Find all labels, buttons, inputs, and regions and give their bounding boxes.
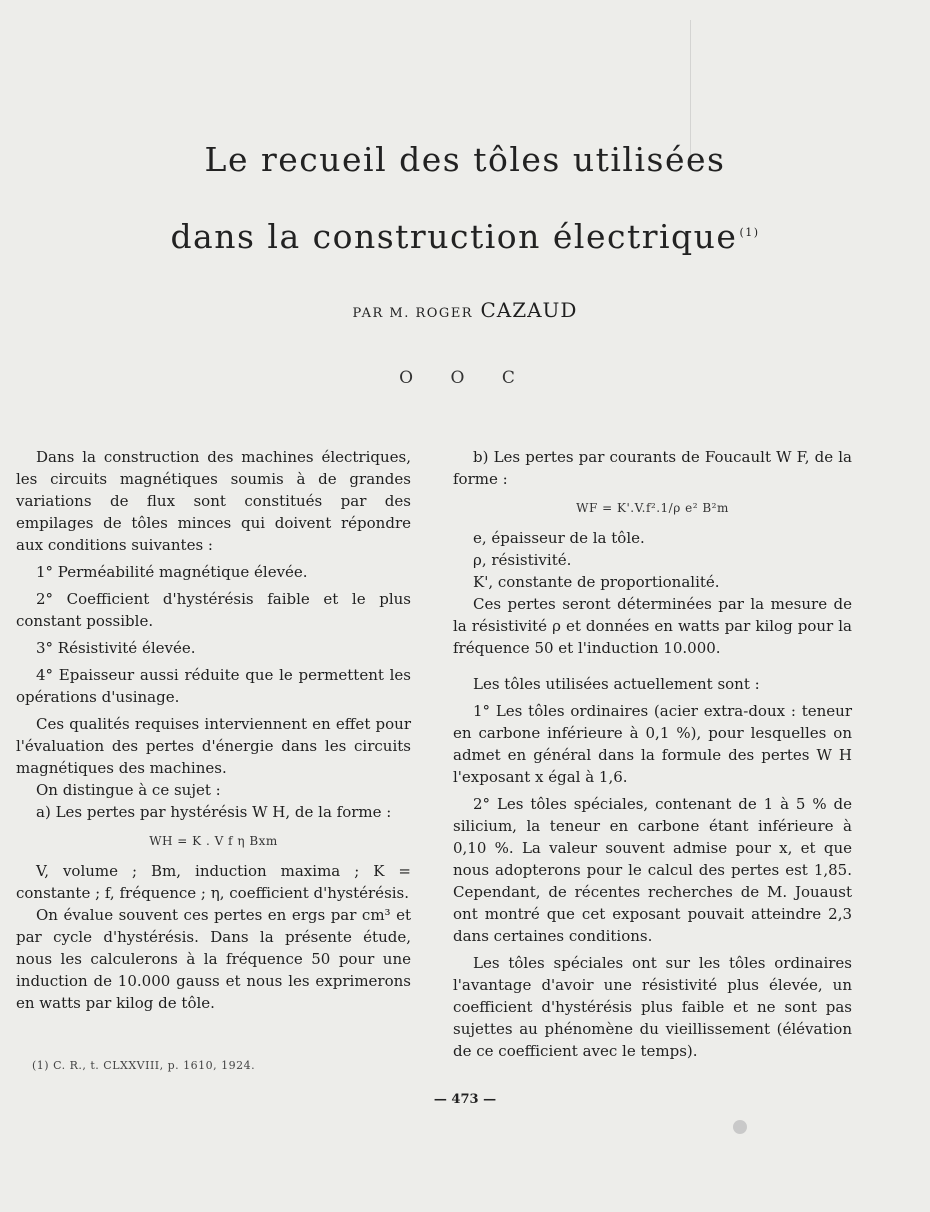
definition-item: e, épaisseur de la tôle.	[473, 529, 645, 547]
list-item: 1° Perméabilité magnétique élevée.	[36, 563, 308, 581]
paragraph: Les tôles spéciales ont sur les tôles ordinaires l'avantage d'avoir une résistivité plus élevée, un coefficient d'hystérésis plus faible et ne sont pas sujettes au phénomène du vieillissement (élévation de ce coefficient avec le temps).	[453, 954, 852, 1060]
paragraph: a) Les pertes par hystérésis W H, de la forme :	[36, 803, 392, 821]
title-line-1: Le recueil des tôles utilisées	[204, 140, 726, 179]
list-item: 4° Epaisseur aussi réduite que le permettent les opérations d'usinage.	[16, 666, 411, 706]
paragraph: Dans la construction des machines électriques, les circuits magnétiques soumis à de grandes variations de flux sont constitués par des empilages de tôles minces qui doivent répondre aux conditions suivantes :	[16, 448, 411, 554]
footnote: (1) C. R., t. CLXXVIII, p. 1610, 1924.	[32, 1059, 256, 1072]
list-item: 2° Les tôles spéciales, contenant de 1 à 5 % de silicium, la teneur en carbone étant inférieure à 0,10 %. La valeur souvent admise pour x, et que nous adopterons pour le calcul des pertes est 1,85. Cependant, de récentes recherches de M. Jouaust ont montré que cet exposant pouvait atteindre 2,3 dans certaines conditions.	[453, 795, 852, 945]
title-line-2-text: dans la construction électrique	[170, 217, 738, 256]
definition-item: ρ, résistivité.	[473, 551, 572, 569]
author-prefix: PAR M. ROGER	[352, 306, 474, 321]
paper-spot	[733, 1120, 747, 1134]
list-item: 2° Coefficient d'hystérésis faible et le plus constant possible.	[16, 590, 411, 630]
paragraph: b) Les pertes par courants de Foucault W F, de la forme :	[453, 448, 852, 488]
author-line	[0, 298, 930, 322]
definition-item: K', constante de proportionalité.	[473, 573, 720, 591]
list-item: 3° Résistivité élevée.	[36, 639, 196, 657]
right-column	[453, 446, 852, 1062]
formula-foucault: WF = K'.V.f².1/ρ e² B²m	[576, 501, 729, 515]
title-line-2	[0, 217, 930, 256]
title-footnote-ref: (1)	[739, 226, 760, 239]
list-item: 1° Les tôles ordinaires (acier extra-doux : teneur en carbone inférieure à 0,1 %), pour lesquelles on admet en général dans la formule des pertes W H l'exposant x égal à 1,6.	[453, 702, 852, 786]
paragraph: Les tôles utilisées actuellement sont :	[473, 675, 760, 693]
paragraph: Ces pertes seront déterminées par la mesure de la résistivité ρ et données en watts par kilog pour la fréquence 50 et l'induction 10.000.	[453, 595, 852, 657]
formula-hysteresis: WH = K . V f η Bxm	[149, 834, 278, 848]
paragraph: Ces qualités requises interviennent en effet pour l'évaluation des pertes d'énergie dans les circuits magnétiques des machines.	[16, 715, 411, 777]
author-name: CAZAUD	[480, 298, 578, 322]
ornament-divider: O O C	[399, 368, 531, 388]
paragraph: On évalue souvent ces pertes en ergs par cm³ et par cycle d'hystérésis. Dans la présente étude, nous les calculerons à la fréquence 50 pour une induction de 10.000 gauss et nous les exprimerons en watts par kilog de tôle.	[16, 906, 411, 1012]
left-column	[16, 446, 411, 1014]
page-number: — 473 —	[433, 1092, 497, 1107]
paragraph: On distingue à ce sujet :	[36, 781, 221, 799]
paragraph: V, volume ; Bm, induction maxima ; K = constante ; f, fréquence ; η, coefficient d'hystérésis.	[16, 862, 411, 902]
